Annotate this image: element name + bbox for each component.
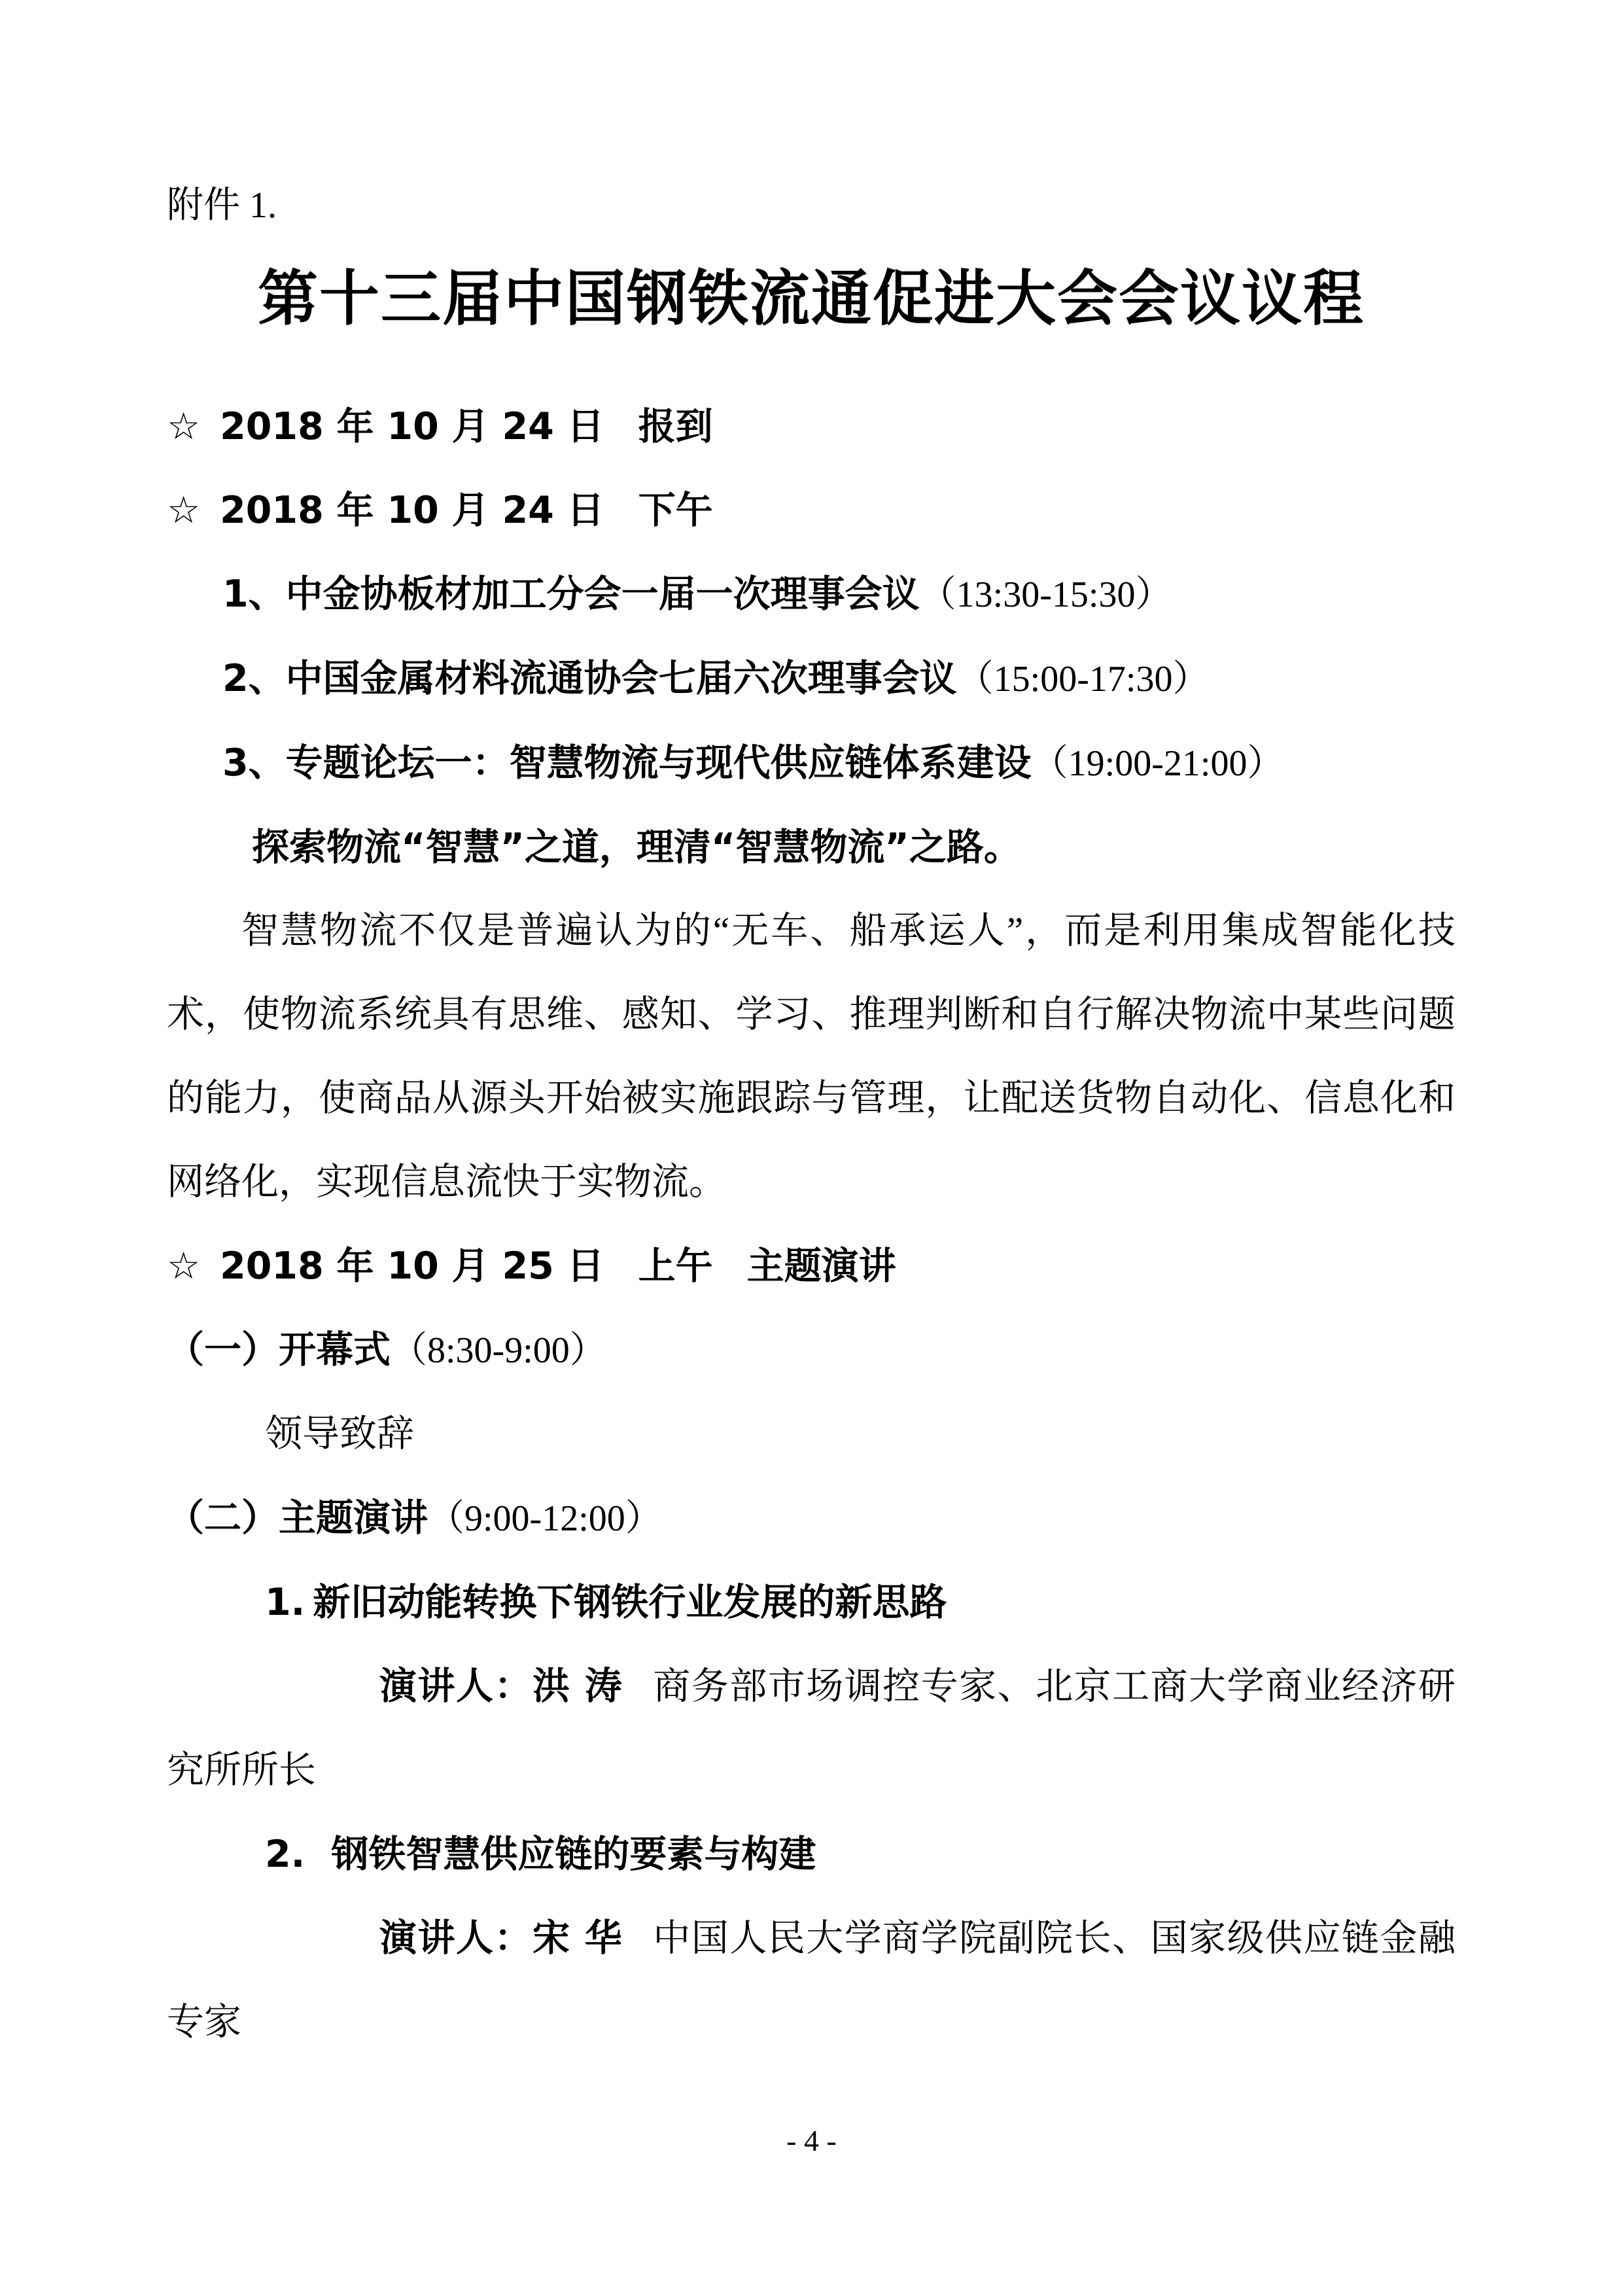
speech-title: 新旧动能转换下钢铁行业发展的新思路 — [313, 1581, 947, 1624]
page-title: 第十三届中国钢铁流通促进大会会议议程 — [257, 264, 1365, 334]
star-icon: ☆ — [167, 1245, 201, 1288]
agenda-item-title: 中金协板材加工分会一届一次理事会议 — [285, 573, 920, 616]
speaker-label: 演讲人： — [379, 1665, 532, 1708]
agenda-item-title: 中国金属材料流通协会七届六次理事会议 — [285, 657, 957, 700]
section-title: 主题演讲 — [279, 1496, 428, 1540]
agenda-item-1 — [167, 552, 1456, 637]
attachment-label: 附件 1. — [167, 185, 277, 226]
agenda-item-3 — [167, 721, 1456, 805]
day1-afternoon-label: 下午 — [638, 489, 713, 532]
speaker-name: 宋 华 — [532, 1916, 623, 1960]
day2-morning-topic: 主题演讲 — [746, 1245, 896, 1288]
agenda-item-2 — [167, 637, 1456, 721]
speech-number: 1. — [265, 1581, 305, 1624]
speech-number: 2. — [265, 1833, 305, 1876]
section-time: （9:00-12:00） — [428, 1498, 662, 1539]
agenda-item-time: （19:00-21:00） — [1031, 743, 1284, 784]
speech-title: 钢铁智慧供应链的要素与构建 — [331, 1833, 816, 1876]
page-number: - 4 - — [786, 2124, 837, 2157]
day1-checkin-date: 2018 年 10 月 24 日 — [220, 405, 604, 448]
speaker-description: 中国人民大学商学院副院长、国家级供应链金融专家 — [167, 1918, 1456, 2043]
opening-ceremony-line — [167, 1308, 1456, 1392]
agenda-item-number: 2、 — [222, 657, 286, 700]
section-number: （二） — [167, 1496, 279, 1540]
speech-2-title-line — [167, 1812, 1456, 1896]
day1-afternoon-date: 2018 年 10 月 24 日 — [220, 489, 604, 532]
star-icon: ☆ — [167, 489, 201, 532]
forum-subtitle: 探索物流“智慧”之道，理清“智慧物流”之路。 — [252, 826, 1021, 869]
speaker-label: 演讲人： — [379, 1916, 532, 1960]
speech-1-speaker-line — [167, 1644, 1456, 1812]
keynote-section-line — [167, 1476, 1456, 1561]
agenda-item-time: （15:00-17:30） — [956, 659, 1210, 699]
agenda-item-number: 1、 — [222, 573, 286, 616]
day2-morning-line — [167, 1224, 1456, 1308]
day2-morning-date: 2018 年 10 月 25 日 — [220, 1245, 604, 1288]
opening-detail: 领导致辞 — [265, 1413, 414, 1455]
speech-2-speaker-line — [167, 1896, 1456, 2064]
forum-intro-paragraph: 智慧物流不仅是普遍认为的“无车、船承运人”，而是利用集成智能化技术，使物流系统具有思维、感知、学习、推理判断和自行解决物流中某些问题的能力，使商品从源头开始被实施跟踪与管理，让配送货物自动化、信息化和网络化，实现信息流快于实物流。 — [167, 910, 1456, 1203]
speaker-name: 洪 涛 — [532, 1665, 623, 1708]
section-number: （一） — [167, 1328, 279, 1371]
day1-afternoon-line — [167, 468, 1456, 552]
speaker-description: 商务部市场调控专家、北京工商大学商业经济研究所所长 — [167, 1666, 1456, 1791]
day1-checkin-line — [167, 385, 1456, 468]
agenda-item-number: 3、 — [222, 741, 286, 785]
speech-1-title-line — [167, 1561, 1456, 1644]
day2-morning-label: 上午 — [638, 1245, 713, 1288]
section-title: 开幕式 — [279, 1328, 391, 1371]
day1-checkin-label: 报到 — [638, 405, 713, 448]
agenda-item-time: （13:30-15:30） — [919, 574, 1172, 615]
star-icon: ☆ — [167, 405, 201, 448]
section-time: （8:30-9:00） — [391, 1330, 606, 1371]
agenda-item-title: 专题论坛一：智慧物流与现代供应链体系建设 — [285, 741, 1032, 785]
